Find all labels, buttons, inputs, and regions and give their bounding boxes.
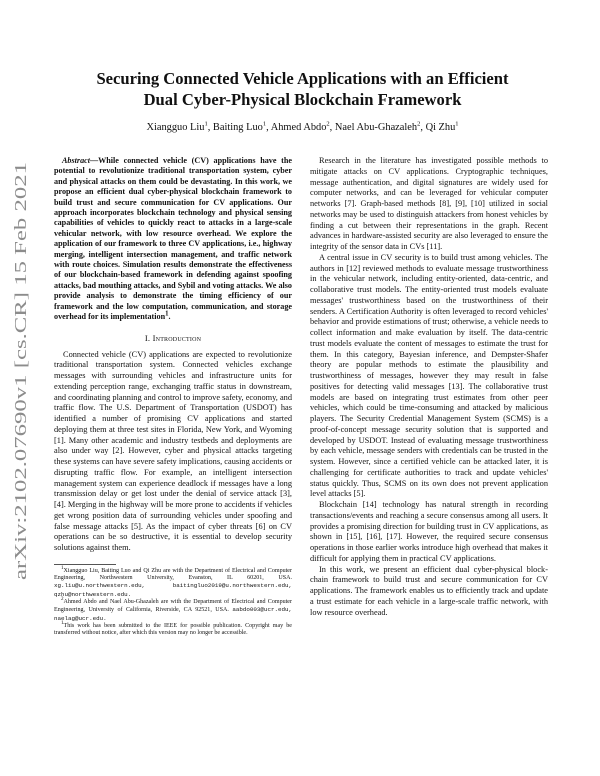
footnote: [54, 620, 292, 638]
author-name: Ahmed Abdo: [270, 122, 327, 133]
abstract-label: Abstract: [62, 156, 90, 165]
body-paragraph: Research in the literature has investigated possible methods to mitigate attacks on CV applications. Cryptographic techniques, message authentication, and digital signatures are widely used for computer networks, and can be leveraged for vehicular computer networks [7]. Graph-based methods [8], [9], [10] utilized in social networks may be used to distinguish attackers from honest vehicles by finding a cut between their representations in the graph. Recent advances in hardware-assisted security are also leveraged to ensure the integrity of the sensor data in CVs [11].: [310, 156, 548, 251]
author-affiliation-mark: 1: [262, 120, 267, 128]
arxiv-identifier: arXiv:2102.07690v1 [cs.CR] 15 Feb 2021: [11, 301, 30, 580]
arxiv-stamp: [6, 160, 32, 580]
footnote-text: Xiangguo Liu, Baiting Luo and Qi Zhu are with the Department of Electrical and Computer Engineering, Northwestern University, Evanston, IL 60201, USA.: [54, 567, 292, 582]
abstract-dash: —: [90, 156, 99, 165]
author-name: Baiting Luo: [212, 122, 263, 133]
paper-title: [60, 68, 545, 110]
footnote-emails: xg.liu@u.northwestern.edu, baitingluo2019@u.northwestern.edu, qzhu@northwestern.edu.: [54, 582, 292, 598]
author-list: Xiangguo Liu$^1$, Baiting Luo$^1$, Ahmed Abdo$^2$, Nael Abu-Ghazaleh$^2$, Qi Zhu$^1$: [146, 120, 459, 133]
footnote-mark: 1: [61, 565, 64, 571]
footnote-text: Ahmed Abdo and Nael Abu-Ghazaleh are with the Department of Electrical and Computer Engineering, University of California, Riverside, CA 92521, USA.: [54, 598, 292, 614]
body-paragraph: In this work, we present an efficient dual cyber-physical block-chain framework to build trust and secure communication for CV applications. The framework enables us to efficiently track and update a trust estimate for each vehicle in a large-scale traffic network, with low resource overhead.: [310, 564, 548, 617]
title-line-2: Dual Cyber-Physical Blockchain Framework: [143, 90, 462, 109]
author-affiliation-mark: 2: [417, 120, 421, 128]
body-paragraph: Connected vehicle (CV) applications are expected to revolutionize traditional transportation system. Connected vehicles exchange messages with surrounding vehicles and infrastructure units for extending perception range, exchanging traffic status in downstream, and coordinating planning and control to improve safety, economy, and traffic flow. The U.S. Department of Transportation (USDOT) has identified a number of promising CV applications and started deploying them at three test sites in Florida, New York, and Wyoming [1]. Many other academic and industry testbeds and deployments are also under way [2]. However, cyber and physical attacks targeting these systems can have severe safety implications, causing accidents or disrupting traffic flow. For example, an intelligent intersection management system can experience deadlock if messages have a long transmission delay or get lost under the denial of service attack [3], [4]. Merging in the highway will be more prone to accidents if vehicles get wrong position data of surrounding vehicles under spoofing and false message attacks [5]. As the impact of cyber threats [6] on CV operations can be so destructive, it is essential to develop security solutions against them.: [54, 349, 292, 552]
body-paragraph: A central issue in CV security is to build trust among vehicles. The authors in [12] reviewed methods to evaluate message trustworthiness in the vehicular network, including entity-oriented, data-centric, and collaborative trust models. The entity-oriented trust models evaluate messages' trustworthiness based on the trustworthiness of their senders. A Certification Authority is often leveraged to record vehicles' behavior and provide estimations of trust; otherwise, a vehicle needs to collect information and make evaluation by itself. The data-centric trust models evaluate the content of messages to estimate the trust for them. In this category, Bayesian inference, and Dempster-Shafer theory are popular methods to estimate the plausibility and trustworthiness of messages, however they may result in false positives for detecting valid messages [13]. The collaborative trust models are based on integrating trust estimates from other peer vehicles, which could be time-consuming and attacked by malicious players. The Security Credential Management System (SCMS) is a proof-of-concept message security solution that is supported and developed by USDOT. Instead of evaluating message trustworthiness by each vehicle, message senders with credentials can be trusted in the system. However, since a certified vehicle can be attacked later, it is challenging for certificate authorities to track and update vehicles' status quickly. Thus, SCMS on its own does not prevent application level attacks [5].: [310, 252, 548, 499]
left-column: [54, 156, 292, 637]
footnote-emails: aabdo003@ucr.edu, naelag@ucr.edu.: [54, 606, 292, 622]
author-name: Nael Abu-Ghazaleh: [334, 122, 418, 133]
footnote: [54, 596, 292, 623]
author-affiliation-mark: 2: [326, 120, 330, 128]
author-name: Qi Zhu: [425, 122, 456, 133]
footnote-rule: [54, 564, 116, 565]
section-heading: [54, 333, 292, 343]
abstract: Abstract—While connected vehicle (CV) applications have the potential to revolutionize traditional transportation system, cyber and physical attacks on them could be devastating. In this work, we propose an efficient dual cyber-physical blockchain framework to build trust and secure communication for CV applications. Our approach incorporates blockchain technology and physical sensing capabilities of vehicles to quickly react to attacks in a large-scale vehicular network, with low resource overhead. We explore the application of our framework to three CV applications, i.e., highway merging, intelligent intersection management, and traffic network with route choices. Simulation results demonstrate the effectiveness of our blockchain-based framework in defending against spoofing attacks, bad mouthing attacks, and Sybil and voting attacks. We also provide analysis to demonstrate the timing efficiency of our framework and the low computation, communication, and storage overhead for its implementation$^1$.: [54, 156, 292, 322]
footnote: [54, 565, 292, 599]
footnote-text: This work has been submitted to the IEEE for possible publication. Copyright may be transferred without notice, after which this version may no longer be accessible.: [54, 622, 292, 637]
abstract-text: While connected vehicle (CV) applications have the potential to revolutionize traditional transportation system, cyber and physical attacks on them could be devastating. In this work, we propose an efficient dual cyber-physical blockchain framework to build trust and secure communication for CV applications. Our approach incorporates blockchain technology and physical sensing capabilities of vehicles to quickly react to attacks in a large-scale vehicular network, with low resource overhead. We explore the application of our framework to three CV applications, i.e., highway merging, intelligent intersection management, and traffic network with route choices. Simulation results demonstrate the effectiveness of our blockchain-based framework in defending against spoofing attacks, bad mouthing attacks, and Sybil and voting attacks. We also provide analysis to demonstrate the timing efficiency of our framework and the low computation, communication, and storage overhead for its implementation: [54, 156, 292, 322]
footnote-mark: 2: [61, 596, 64, 602]
author-name: Xiangguo Liu: [146, 122, 205, 133]
section-number: I.: [144, 332, 151, 343]
author-affiliation-mark: 1: [204, 120, 208, 128]
section-title: Introduction: [152, 332, 202, 343]
right-column: [310, 156, 548, 618]
arxiv-stamp-svg: [6, 160, 32, 580]
footnote-mark: 1: [61, 620, 64, 626]
abstract-footnote-mark: 1: [165, 310, 169, 318]
title-line-1: Securing Connected Vehicle Applications with an Efficient: [96, 69, 509, 88]
body-paragraph: Blockchain [14] technology has natural strength in recording transactions/events and reaching a secure consensus among all users. It provides a promising direction for building trust in CV applications, as shown in [15], [16], [17]. However, the required secure consensus operations in those earlier works introduce high overhead that makes it difficult for applying them in practical CV applications.: [310, 500, 548, 563]
author-affiliation-mark: 1: [455, 120, 459, 128]
